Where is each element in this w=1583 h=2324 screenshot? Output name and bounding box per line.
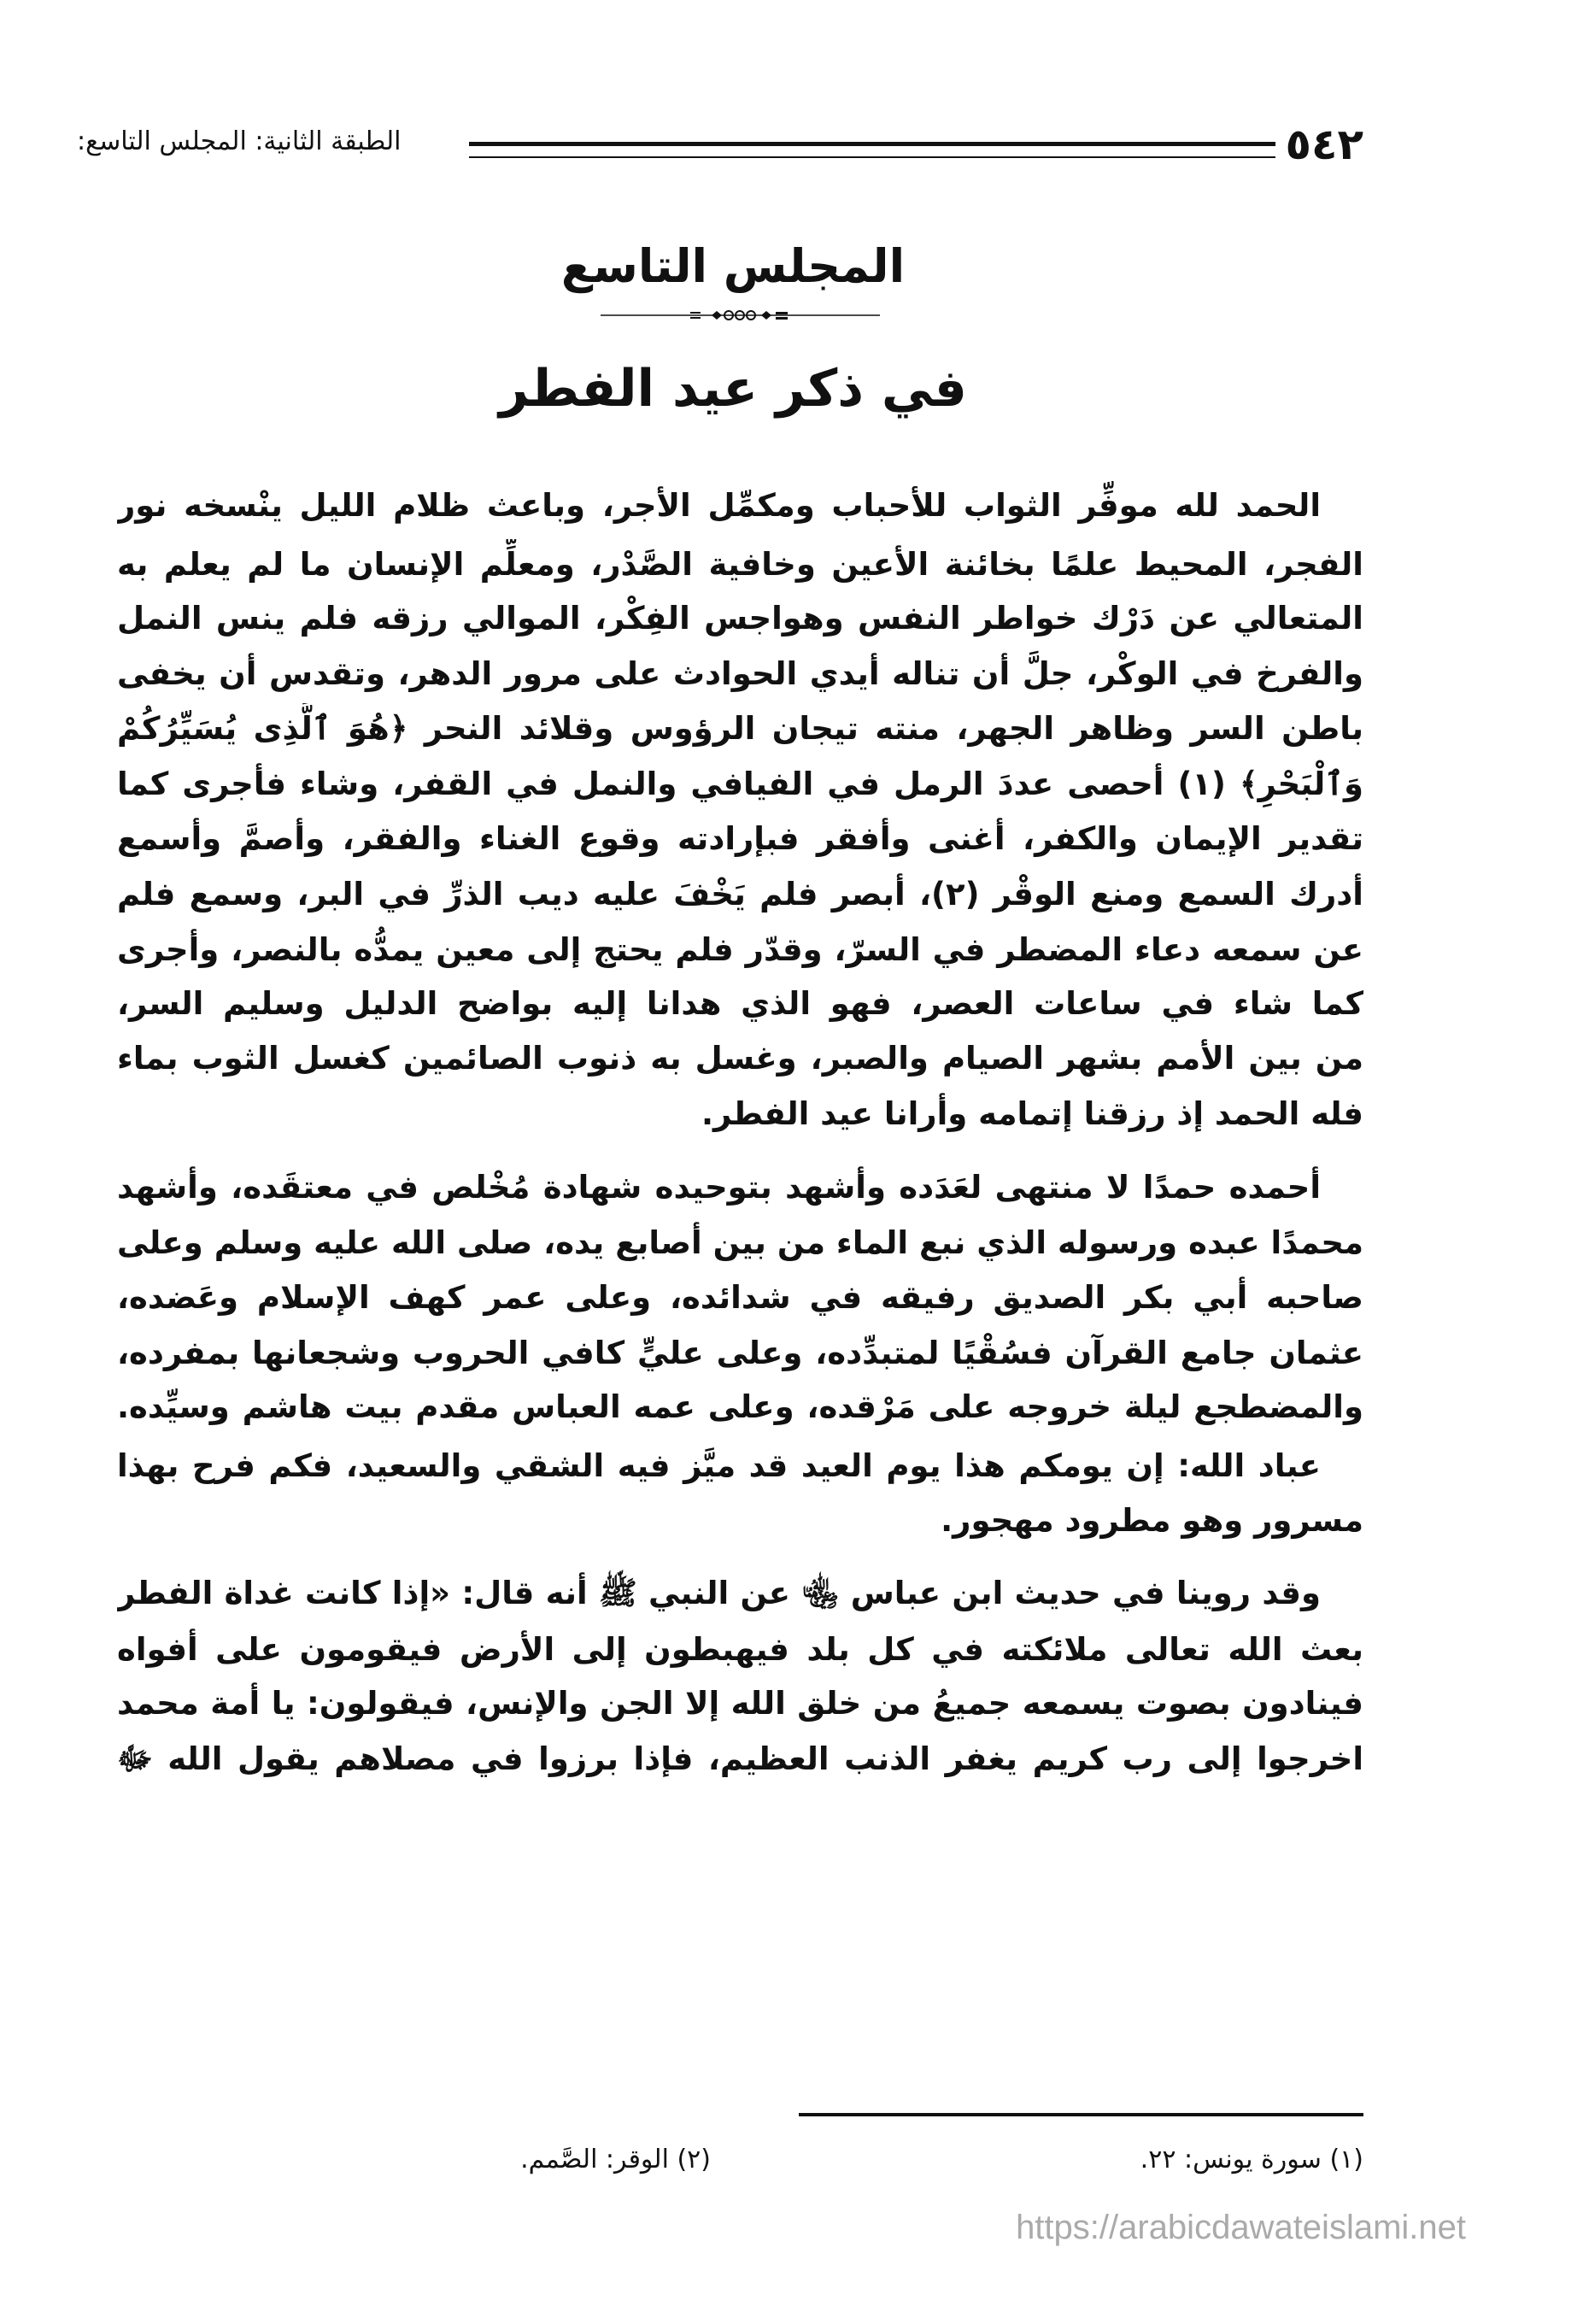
body-line: باطن السر وظاهر الجهر، منته تيجان الرؤوس وقلائد النحر ﴿هُوَ ٱلَّذِى يُسَيِّرُكُمْ: [117, 710, 1363, 747]
chapter-subtitle: في ذكر عيد الفطر: [499, 359, 967, 419]
body-line: اخرجوا إلى رب كريم يغفر الذنب العظيم، فإذا برزوا في مصلاهم يقول الله ﷻ: [117, 1740, 1363, 1777]
watermark-url: https://arabicdawateislami.net: [1016, 2209, 1466, 2246]
body-line: الحمد لله موفِّر الثواب للأحباب ومكمِّل الأجر، وباعث ظلام الليل ينْسخه نور: [117, 487, 1321, 524]
body-line: بعث الله تعالى ملائكته في كل بلد فيهبطون إلى الأرض فيقومون على أفواه: [117, 1631, 1363, 1668]
body-line: وقد روينا في حديث ابن عباس ﵄ عن النبي ﷺ أنه قال: «إذا كانت غداة الفطر: [117, 1575, 1321, 1611]
ornament-divider: [601, 308, 880, 323]
body-line: والمضطجع ليلة خروجه على مَرْقده، وعلى عمه العباس مقدم بيت هاشم وسيِّده.: [117, 1388, 1363, 1425]
body-line: أدرك السمع ومنع الوقْر (٢)، أبصر فلم يَخْفَ عليه ديب الذرِّ في البر، وسمع فلم: [117, 876, 1363, 913]
body-line: [117, 1441, 1321, 1492]
body-line: صاحبه أبي بكر الصديق رفيقه في شدائده، وعلى عمر كهف الإسلام وعَضده،: [117, 1279, 1363, 1316]
footnote-1: (١) سورة يونس: ٢٢.: [1140, 2145, 1363, 2174]
body-line: أحمده حمدًا لا منتهى لعَدَده وأشهد بتوحيده شهادة مُخْلص في معتقَده، وأشهد: [117, 1169, 1321, 1206]
footnote-2: (٢) الوقر: الصَّمم.: [520, 2145, 711, 2174]
body-line: مسرور وهو مطرود مهجور.: [941, 1502, 1363, 1539]
body-line: المتعالي عن دَرْك خواطر النفس وهواجس الفِكْر، الموالي رزقه فلم ينس النمل: [117, 600, 1363, 637]
body-line: فله الحمد إذ رزقنا إتمامه وأرانا عيد الفطر.: [701, 1095, 1363, 1132]
body-line: عثمان جامع القرآن فسُقْيًا لمتبدِّده، وعلى عليٍّ كافي الحروب وشجعانها بمفرده،: [117, 1335, 1363, 1371]
body-line: وَٱلْبَحْرِ﴾ (١) أحصى عددَ الرمل في الفيافي والنمل في القفر، وشاء فأجرى كما: [117, 766, 1363, 802]
chapter-title: المجلس التاسع: [560, 239, 906, 293]
body-line: من بين الأمم بشهر الصيام والصبر، وغسل به ذنوب الصائمين كغسل الثوب بماء: [117, 1040, 1363, 1077]
body-line-text: إن يومكم هذا يوم العيد قد ميَّز فيه الشقي والسعيد، فكم فرح بهذا: [117, 1447, 1164, 1484]
address-label: عباد الله:: [1177, 1447, 1321, 1484]
header-rule: [469, 142, 1275, 158]
body-line: والفرخ في الوكْر، جلَّ أن تناله أيدي الحوادث على مرور الدهر، وتقدس أن يخفى: [117, 655, 1363, 692]
body-line: فينادون بصوت يسمعه جميعُ من خلق الله إلا الجن والإنس، فيقولون: يا أمة محمد: [117, 1685, 1363, 1722]
body-line: محمدًا عبده ورسوله الذي نبع الماء من بين أصابع يده، صلى الله عليه وسلم وعلى: [117, 1224, 1363, 1261]
footnote-rule: [799, 2113, 1363, 2116]
body-line: عن سمعه دعاء المضطر في السرّ، وقدّر فلم يحتج إلى معين يمدُّه بالنصر، وأجرى: [117, 931, 1363, 968]
running-title: الطبقة الثانية: المجلس التاسع:: [77, 126, 402, 156]
page-number: ٥٤٢: [1285, 120, 1363, 169]
body-line: تقدير الإيمان والكفر، أغنى وأفقر فبإرادته وقوع الغناء والفقر، وأصمَّ وأسمع: [117, 820, 1363, 857]
body-line: كما شاء في ساعات العصر، فهو الذي هدانا إليه بواضح الدليل وسليم السر،: [117, 985, 1363, 1022]
body-line: الفجر، المحيط علمًا بخائنة الأعين وخافية الصَّدْر، ومعلِّم الإنسان ما لم يعلم به: [117, 546, 1363, 583]
